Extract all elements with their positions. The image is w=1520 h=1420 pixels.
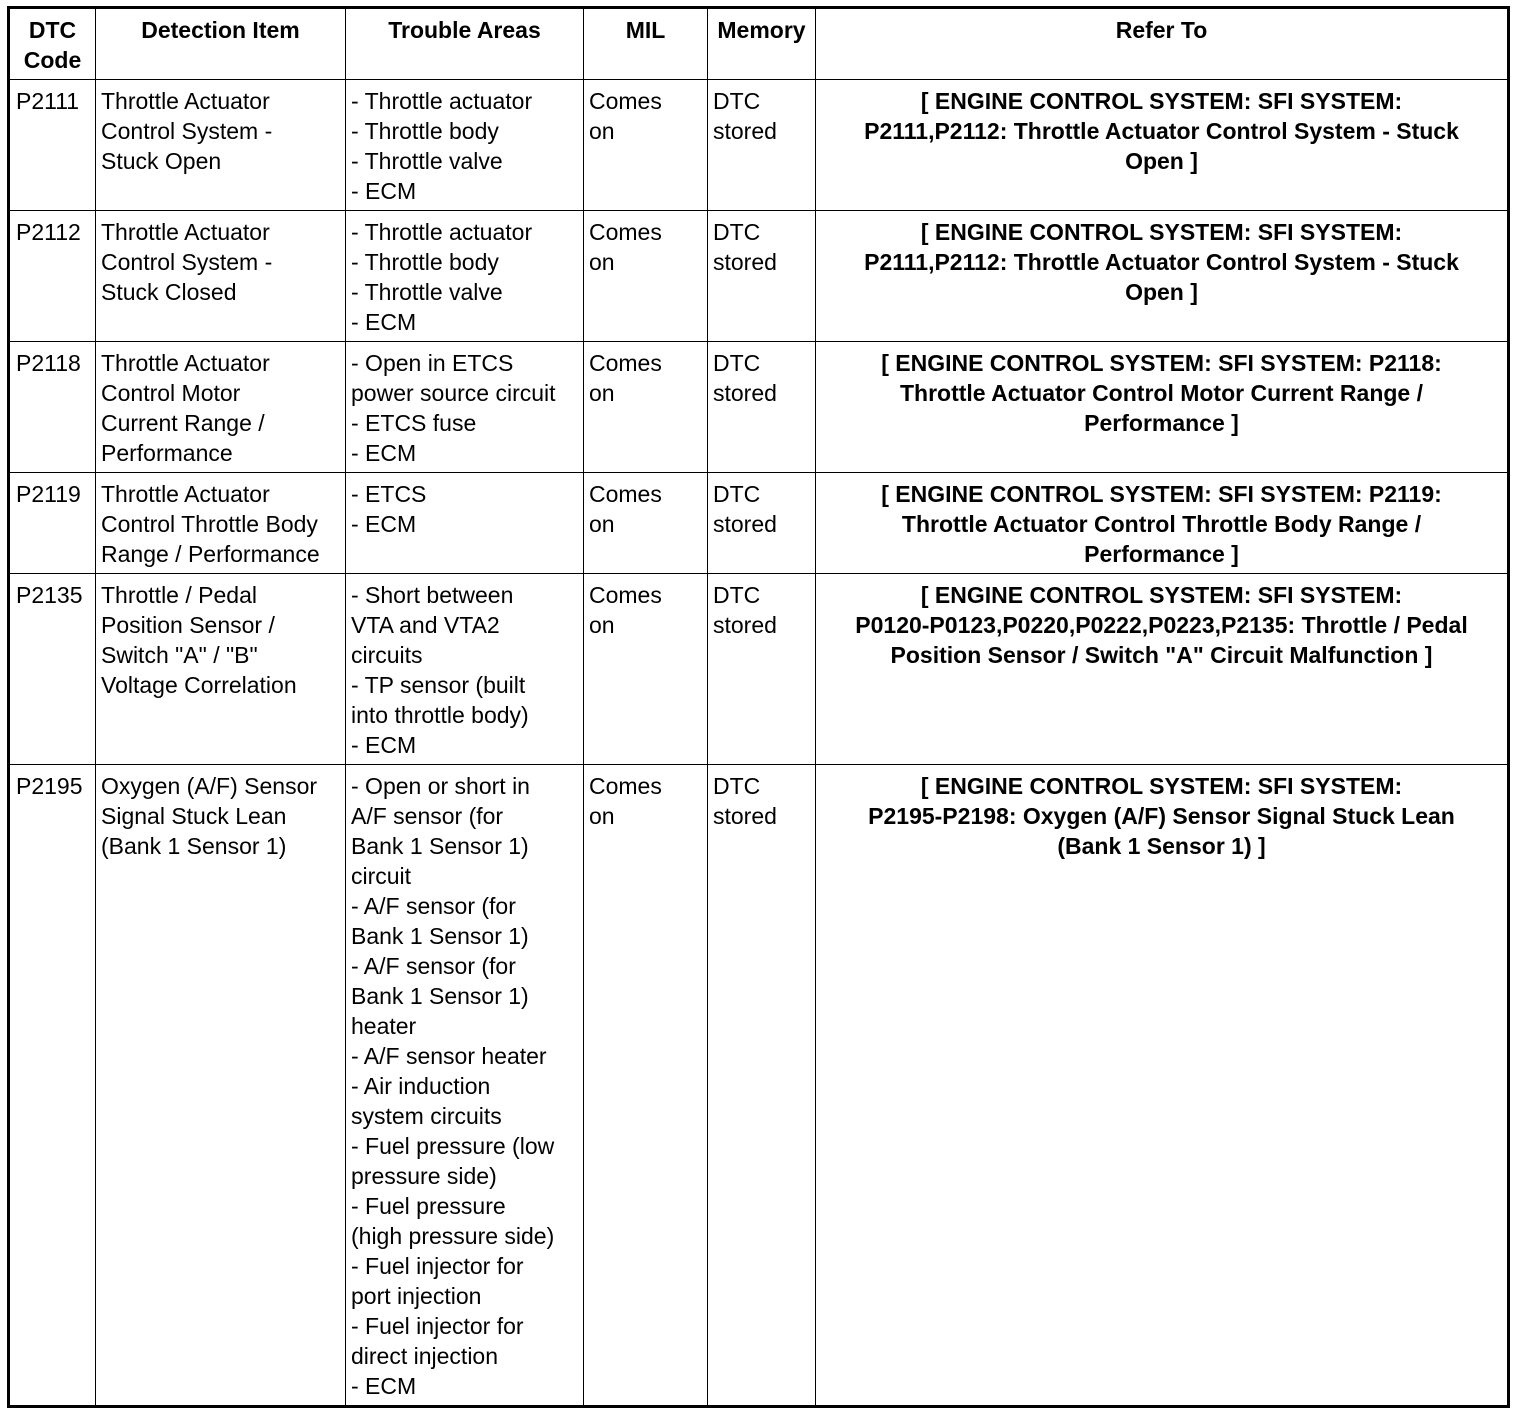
- dtc-code-cell: P2119: [9, 473, 96, 574]
- mil-cell: Comes on: [584, 211, 708, 342]
- detection-item-cell: Throttle / Pedal Position Sensor / Switch "A" / "B" Voltage Correlation: [96, 574, 346, 765]
- detection-item-cell: Throttle Actuator Control Motor Current Range / Performance: [96, 342, 346, 473]
- table-row: [9, 765, 1509, 1407]
- mil-cell: Comes on: [584, 473, 708, 574]
- header-trouble-areas: Trouble Areas: [346, 8, 584, 80]
- refer-to-link[interactable]: [ ENGINE CONTROL SYSTEM: SFI SYSTEM: P2118: Throttle Actuator Control Motor Current Range / Performance ]: [816, 342, 1509, 473]
- mil-cell: Comes on: [584, 765, 708, 1407]
- table-row: [9, 80, 1509, 211]
- dtc-code-cell: P2195: [9, 765, 96, 1407]
- trouble-areas-cell: - Short between VTA and VTA2 circuits - TP sensor (built into throttle body) - ECM: [346, 574, 584, 765]
- mil-cell: Comes on: [584, 574, 708, 765]
- header-row: [9, 8, 1509, 80]
- table-row: [9, 342, 1509, 473]
- detection-item-cell: Throttle Actuator Control Throttle Body Range / Performance: [96, 473, 346, 574]
- table-body: [9, 80, 1509, 1407]
- memory-cell: DTC stored: [708, 765, 816, 1407]
- dtc-code-cell: P2111: [9, 80, 96, 211]
- dtc-table: [7, 6, 1510, 1408]
- table-row: [9, 574, 1509, 765]
- trouble-areas-cell: - Open or short in A/F sensor (for Bank 1 Sensor 1) circuit - A/F sensor (for Bank 1 Sensor 1) - A/F sensor (for Bank 1 Sensor 1) heater - A/F sensor heater - Air induction system circuits - Fuel pressure (low pressure side) - Fuel pressure (high pressure side) - Fuel injector for port injection - Fuel injector for direct injection - ECM: [346, 765, 584, 1407]
- refer-to-link[interactable]: [ ENGINE CONTROL SYSTEM: SFI SYSTEM: P2195-P2198: Oxygen (A/F) Sensor Signal Stuck Lean (Bank 1 Sensor 1) ]: [816, 765, 1509, 1407]
- table-row: [9, 211, 1509, 342]
- header-memory: Memory: [708, 8, 816, 80]
- refer-to-link[interactable]: [ ENGINE CONTROL SYSTEM: SFI SYSTEM: P2111,P2112: Throttle Actuator Control System - Stuck Open ]: [816, 211, 1509, 342]
- memory-cell: DTC stored: [708, 211, 816, 342]
- dtc-code-cell: P2135: [9, 574, 96, 765]
- mil-cell: Comes on: [584, 342, 708, 473]
- header-refer-to: Refer To: [816, 8, 1509, 80]
- dtc-code-cell: P2112: [9, 211, 96, 342]
- trouble-areas-cell: - ETCS - ECM: [346, 473, 584, 574]
- detection-item-cell: Oxygen (A/F) Sensor Signal Stuck Lean (Bank 1 Sensor 1): [96, 765, 346, 1407]
- header-dtc-code: DTC Code: [9, 8, 96, 80]
- memory-cell: DTC stored: [708, 80, 816, 211]
- memory-cell: DTC stored: [708, 342, 816, 473]
- memory-cell: DTC stored: [708, 574, 816, 765]
- trouble-areas-cell: - Open in ETCS power source circuit - ETCS fuse - ECM: [346, 342, 584, 473]
- header-mil: MIL: [584, 8, 708, 80]
- mil-cell: Comes on: [584, 80, 708, 211]
- trouble-areas-cell: - Throttle actuator - Throttle body - Throttle valve - ECM: [346, 80, 584, 211]
- refer-to-link[interactable]: [ ENGINE CONTROL SYSTEM: SFI SYSTEM: P0120-P0123,P0220,P0222,P0223,P2135: Throttle / Pedal Position Sensor / Switch "A" Circuit Malfunction ]: [816, 574, 1509, 765]
- refer-to-link[interactable]: [ ENGINE CONTROL SYSTEM: SFI SYSTEM: P2119: Throttle Actuator Control Throttle Body Range / Performance ]: [816, 473, 1509, 574]
- dtc-code-cell: P2118: [9, 342, 96, 473]
- detection-item-cell: Throttle Actuator Control System - Stuck Closed: [96, 211, 346, 342]
- header-detection-item: Detection Item: [96, 8, 346, 80]
- trouble-areas-cell: - Throttle actuator - Throttle body - Throttle valve - ECM: [346, 211, 584, 342]
- refer-to-link[interactable]: [ ENGINE CONTROL SYSTEM: SFI SYSTEM: P2111,P2112: Throttle Actuator Control System - Stuck Open ]: [816, 80, 1509, 211]
- memory-cell: DTC stored: [708, 473, 816, 574]
- detection-item-cell: Throttle Actuator Control System - Stuck Open: [96, 80, 346, 211]
- table-header: [9, 8, 1509, 80]
- table-row: [9, 473, 1509, 574]
